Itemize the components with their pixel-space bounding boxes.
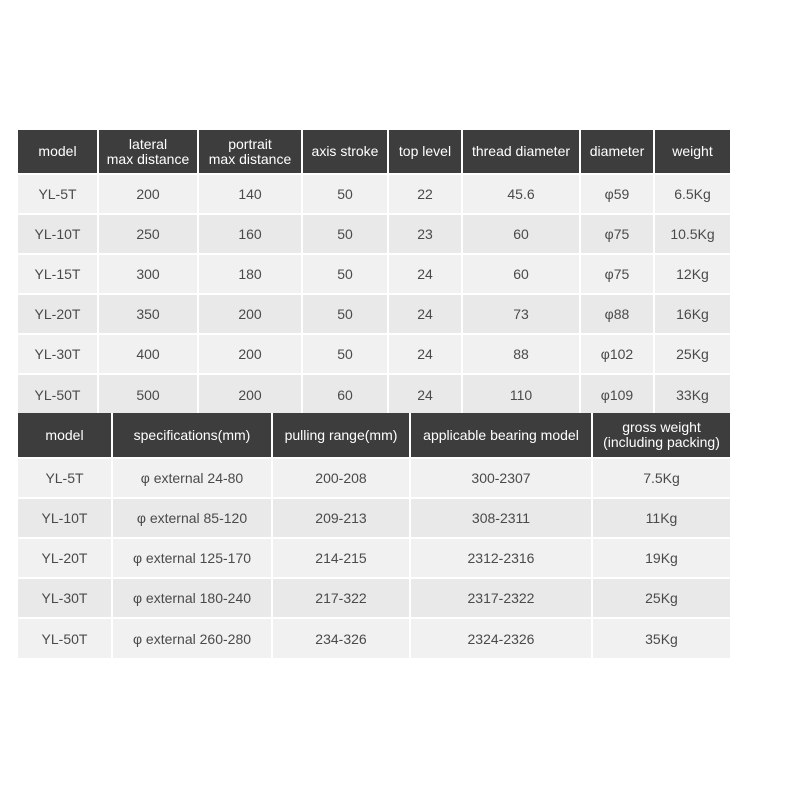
cell-lateral: 250 <box>98 214 198 254</box>
cell-axis-stroke: 50 <box>302 334 388 374</box>
cell-model: YL-15T <box>18 254 98 294</box>
column-header-diameter: diameter <box>580 130 654 174</box>
cell-model: YL-20T <box>18 294 98 334</box>
cell-top-level: 24 <box>388 254 462 294</box>
column-header-thread-diameter: thread diameter <box>462 130 580 174</box>
column-header-model: model <box>18 130 98 174</box>
cell-specifications: φ external 24-80 <box>112 458 272 498</box>
cell-model: YL-50T <box>18 374 98 414</box>
bearing-spec-table <box>18 413 730 658</box>
cell-weight: 16Kg <box>654 294 730 334</box>
cell-diameter: φ109 <box>580 374 654 414</box>
cell-diameter: φ59 <box>580 174 654 214</box>
table-row <box>18 618 730 658</box>
cell-pulling-range: 209-213 <box>272 498 410 538</box>
table-row <box>18 294 730 334</box>
table-row <box>18 498 730 538</box>
cell-bearing-model: 300-2307 <box>410 458 592 498</box>
cell-axis-stroke: 50 <box>302 174 388 214</box>
cell-specifications: φ external 125-170 <box>112 538 272 578</box>
cell-bearing-model: 2312-2316 <box>410 538 592 578</box>
column-header-axis-stroke: axis stroke <box>302 130 388 174</box>
table-row <box>18 458 730 498</box>
cell-lateral: 350 <box>98 294 198 334</box>
cell-model: YL-10T <box>18 498 112 538</box>
cell-thread-diameter: 88 <box>462 334 580 374</box>
table-row <box>18 578 730 618</box>
cell-pulling-range: 234-326 <box>272 618 410 658</box>
table-row <box>18 214 730 254</box>
cell-gross-weight: 35Kg <box>592 618 730 658</box>
cell-portrait: 140 <box>198 174 302 214</box>
column-header-weight: weight <box>654 130 730 174</box>
cell-thread-diameter: 60 <box>462 214 580 254</box>
cell-top-level: 24 <box>388 294 462 334</box>
column-header-lateral-max-distance: lateral max distance <box>98 130 198 174</box>
cell-bearing-model: 308-2311 <box>410 498 592 538</box>
table-header-row <box>18 130 730 174</box>
cell-model: YL-50T <box>18 618 112 658</box>
cell-model: YL-5T <box>18 174 98 214</box>
cell-weight: 12Kg <box>654 254 730 294</box>
column-header-top-level: top level <box>388 130 462 174</box>
cell-top-level: 23 <box>388 214 462 254</box>
cell-gross-weight: 25Kg <box>592 578 730 618</box>
cell-thread-diameter: 110 <box>462 374 580 414</box>
cell-gross-weight: 11Kg <box>592 498 730 538</box>
table-row <box>18 174 730 214</box>
cell-lateral: 200 <box>98 174 198 214</box>
cell-model: YL-30T <box>18 334 98 374</box>
puller-spec-table <box>18 130 730 414</box>
cell-pulling-range: 217-322 <box>272 578 410 618</box>
cell-diameter: φ88 <box>580 294 654 334</box>
column-header-model: model <box>18 413 112 458</box>
cell-axis-stroke: 50 <box>302 214 388 254</box>
table-row <box>18 334 730 374</box>
cell-diameter: φ102 <box>580 334 654 374</box>
cell-portrait: 200 <box>198 334 302 374</box>
cell-axis-stroke: 60 <box>302 374 388 414</box>
cell-pulling-range: 214-215 <box>272 538 410 578</box>
cell-lateral: 400 <box>98 334 198 374</box>
cell-specifications: φ external 260-280 <box>112 618 272 658</box>
table-row <box>18 374 730 414</box>
cell-lateral: 300 <box>98 254 198 294</box>
cell-gross-weight: 7.5Kg <box>592 458 730 498</box>
cell-weight: 6.5Kg <box>654 174 730 214</box>
cell-top-level: 24 <box>388 334 462 374</box>
cell-specifications: φ external 180-240 <box>112 578 272 618</box>
cell-portrait: 180 <box>198 254 302 294</box>
cell-thread-diameter: 45.6 <box>462 174 580 214</box>
table-header-row <box>18 413 730 458</box>
cell-model: YL-30T <box>18 578 112 618</box>
cell-bearing-model: 2324-2326 <box>410 618 592 658</box>
cell-model: YL-10T <box>18 214 98 254</box>
cell-diameter: φ75 <box>580 254 654 294</box>
cell-portrait: 200 <box>198 294 302 334</box>
cell-bearing-model: 2317-2322 <box>410 578 592 618</box>
cell-weight: 33Kg <box>654 374 730 414</box>
cell-top-level: 22 <box>388 174 462 214</box>
column-header-applicable-bearing-model: applicable bearing model <box>410 413 592 458</box>
cell-weight: 10.5Kg <box>654 214 730 254</box>
cell-lateral: 500 <box>98 374 198 414</box>
cell-thread-diameter: 73 <box>462 294 580 334</box>
cell-weight: 25Kg <box>654 334 730 374</box>
cell-pulling-range: 200-208 <box>272 458 410 498</box>
cell-model: YL-5T <box>18 458 112 498</box>
column-header-pulling-range: pulling range(mm) <box>272 413 410 458</box>
cell-portrait: 200 <box>198 374 302 414</box>
cell-top-level: 24 <box>388 374 462 414</box>
column-header-gross-weight: gross weight (including packing) <box>592 413 730 458</box>
cell-axis-stroke: 50 <box>302 294 388 334</box>
cell-model: YL-20T <box>18 538 112 578</box>
cell-diameter: φ75 <box>580 214 654 254</box>
cell-gross-weight: 19Kg <box>592 538 730 578</box>
cell-specifications: φ external 85-120 <box>112 498 272 538</box>
cell-portrait: 160 <box>198 214 302 254</box>
table-row <box>18 254 730 294</box>
table-row <box>18 538 730 578</box>
cell-thread-diameter: 60 <box>462 254 580 294</box>
column-header-portrait-max-distance: portrait max distance <box>198 130 302 174</box>
column-header-specifications: specifications(mm) <box>112 413 272 458</box>
cell-axis-stroke: 50 <box>302 254 388 294</box>
